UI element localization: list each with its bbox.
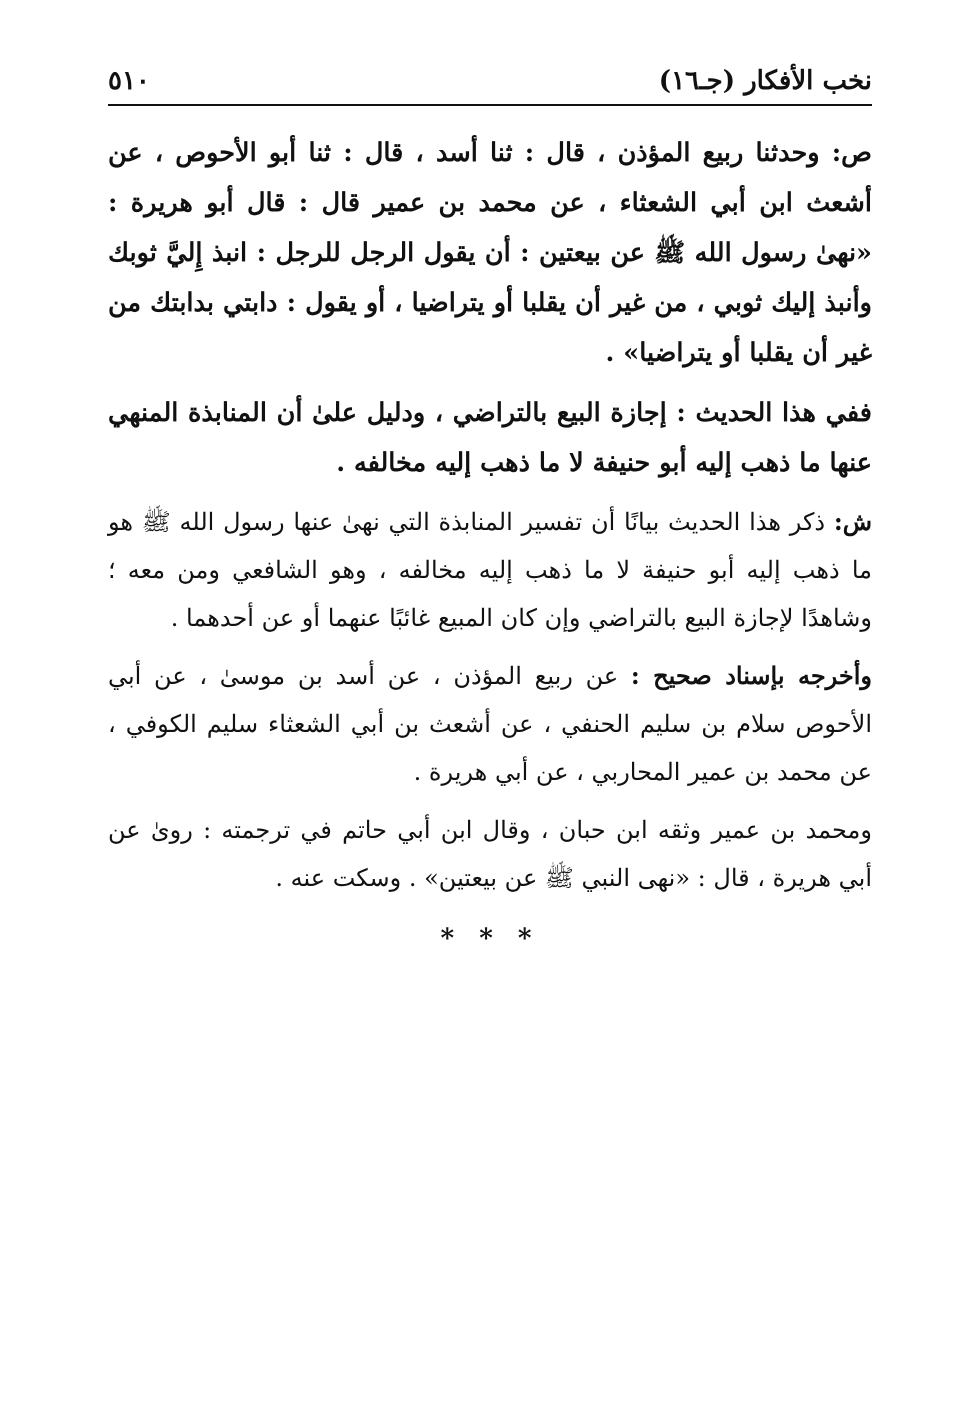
narrator-paragraph (108, 806, 872, 902)
paragraph-text: ذكر هذا الحديث بيانًا أن تفسير المنابذة التي نهىٰ عنها رسول الله ﷺ هو ما ذهب إليه أبو حنيفة لا ما ذهب إليه مخالفه ، وهو الشافعي ومن معه ؛ وشاهدًا لإجازة البيع بالتراضي وإن كان المبيع غائبًا عنهما أو عن أحدهما . (108, 508, 872, 632)
paragraph-text: ومحمد بن عمير وثقه ابن حبان ، وقال ابن أبي حاتم في ترجمته : روىٰ عن أبي هريرة ، قال : «نهى النبي ﷺ عن بيعتين» . وسكت عنه . (108, 816, 872, 892)
paragraph-text: ففي هذا الحديث : إجازة البيع بالتراضي ، ودليل علىٰ أن المنابذة المنهي عنها ما ذهب إليه أبو حنيفة لا ما ذهب إليه مخالفه . (108, 398, 872, 478)
hadith-paragraph (108, 128, 872, 378)
page-number: ٥١٠ (108, 66, 150, 96)
running-title: نخب الأفكار (جـ١٦) (658, 66, 872, 96)
paragraph-label: وأخرجه بإسناد صحيح : (630, 661, 873, 690)
isnad-paragraph (108, 652, 872, 796)
paragraph-label: ش: (833, 507, 872, 536)
page-body (108, 128, 872, 954)
page-header (108, 60, 872, 106)
section-separator: * * * (440, 924, 540, 954)
paragraph-text: عن ربيع المؤذن ، عن أسد بن موسىٰ ، عن أبي الأحوص سلام بن سليم الحنفي ، عن أشعث بن أبي الشعثاء سليم الكوفي ، عن محمد بن عمير المحاربي ، عن أبي هريرة . (108, 662, 872, 786)
paragraph-label: ص: (831, 138, 872, 168)
commentary-paragraph (108, 388, 872, 488)
paragraph-text: وحدثنا ربيع المؤذن ، قال : ثنا أسد ، قال : ثنا أبو الأحوص ، عن أشعث ابن أبي الشعثاء ، عن محمد بن عمير قال : قال أبو هريرة : «نهىٰ رسول الله ﷺ عن بيعتين : أن يقول الرجل للرجل : انبذ إِليَّ ثوبك وأنبذ إليك ثوبي ، من غير أن يقلبا أو يتراضيا ، أو يقول : دابتي بدابتك من غير أن يقلبا أو يتراضيا» . (108, 138, 872, 368)
explanation-paragraph (108, 498, 872, 642)
